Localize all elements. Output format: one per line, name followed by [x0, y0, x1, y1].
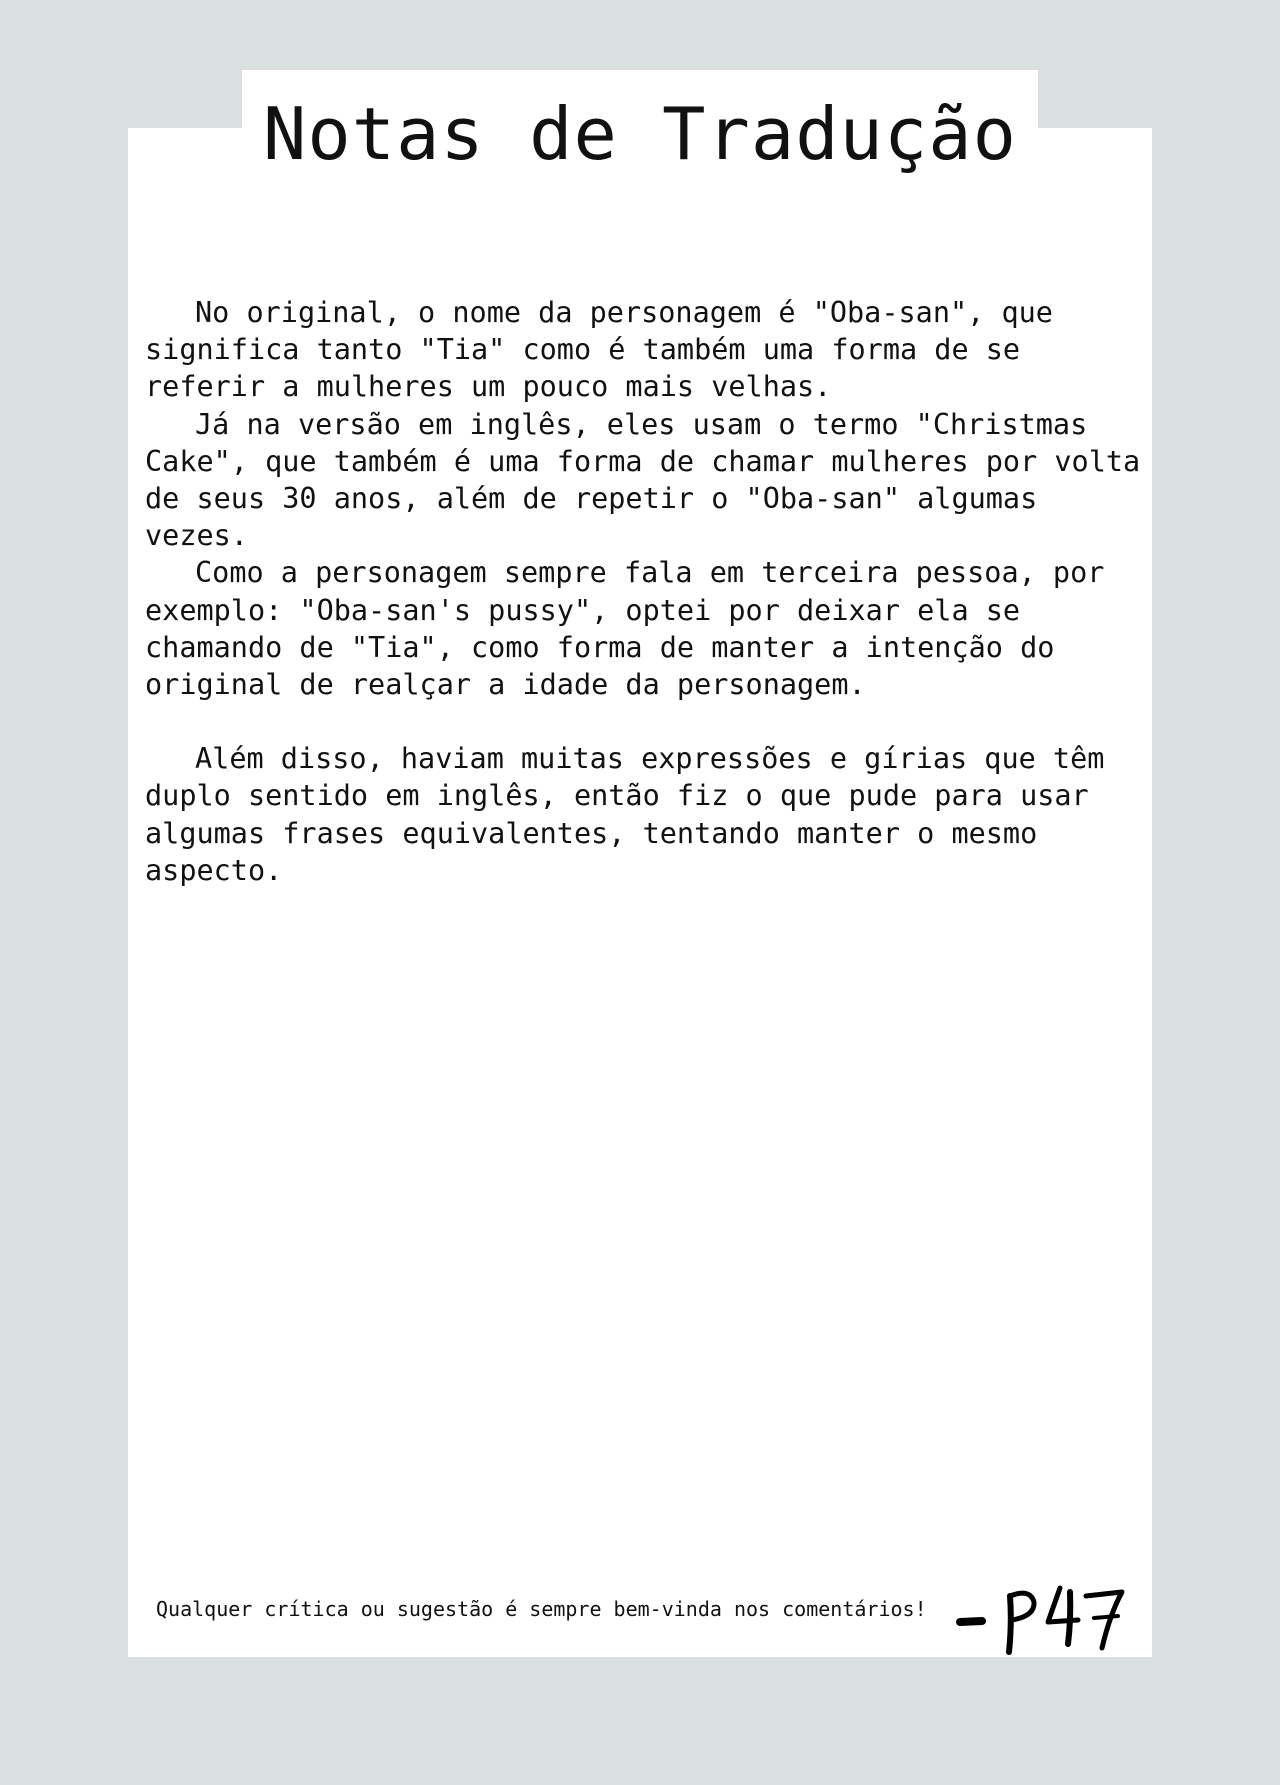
- paragraph-spacer: [145, 703, 1145, 740]
- notes-body: [145, 294, 1145, 889]
- page-title: Notas de Tradução: [263, 92, 1017, 176]
- paragraph-2: Já na versão em inglês, eles usam o termo "Christmas Cake", que também é uma forma de chamar mulheres por volta de seus 30 anos, além de repetir o "Oba-san" algumas vezes.: [145, 407, 1141, 553]
- footer-note: Qualquer crítica ou sugestão é sempre bem-vinda nos comentários!: [156, 1597, 927, 1621]
- page-number-signature: [952, 1578, 1132, 1658]
- paragraph-4: Além disso, haviam muitas expressões e gírias que têm duplo sentido em inglês, então fiz o que pude para usar algumas frases equivalentes, tentando manter o mesmo aspecto.: [145, 742, 1105, 887]
- title-tab: [242, 70, 1038, 180]
- paragraph-3: Como a personagem sempre fala em terceira pessoa, por exemplo: "Oba-san's pussy", optei por deixar ela se chamando de "Tia", como forma de manter a intenção do original de realçar a idade da personagem.: [145, 556, 1105, 702]
- paragraph-1: No original, o nome da personagem é "Oba-san", que significa tanto "Tia" como é também uma forma de se referir a mulheres um pouco mais velhas.: [145, 296, 1053, 404]
